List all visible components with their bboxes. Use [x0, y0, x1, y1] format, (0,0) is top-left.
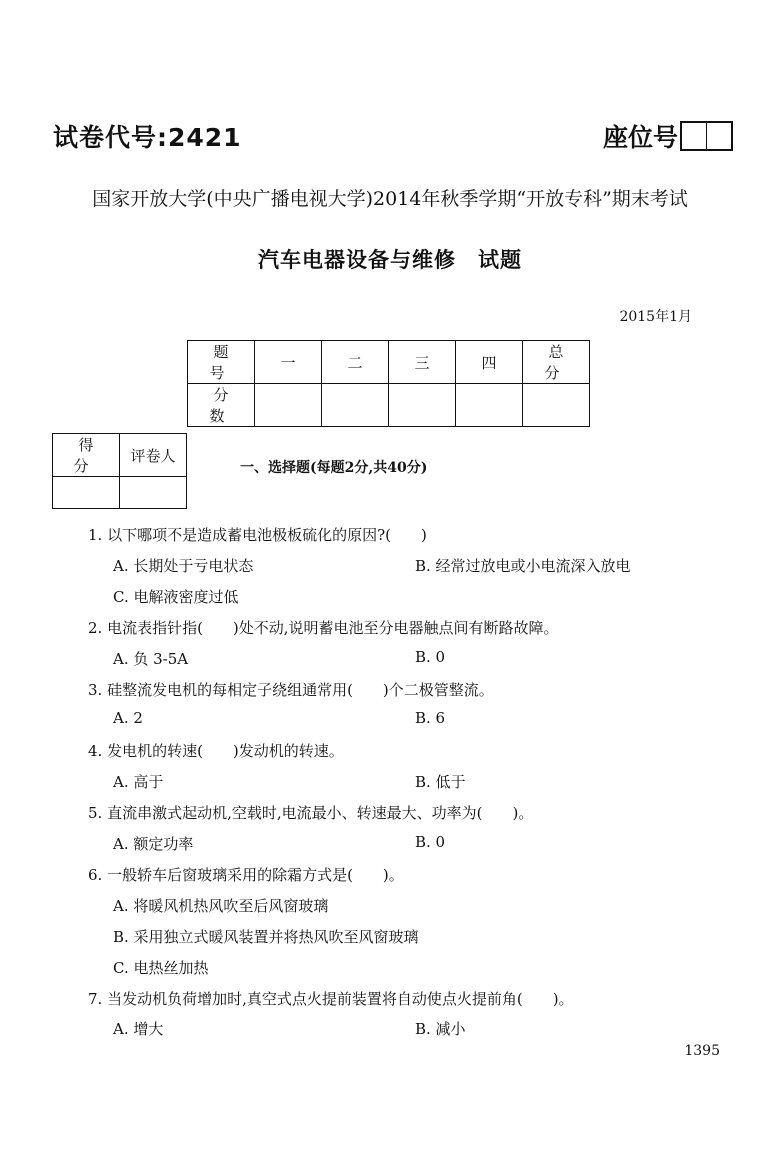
question-text: 2. 电流表指针指( )处不动,说明蓄电池至分电器触点间有断路故障。	[88, 619, 559, 637]
exam-title: 国家开放大学(中央广播电视大学)2014年秋季学期“开放专科”期末考试	[92, 188, 688, 210]
option-c: C. 电解液密度过低	[113, 588, 239, 606]
score-cell[interactable]	[389, 384, 456, 427]
option-b: B. 采用独立式暖风装置并将热风吹至风窗玻璃	[113, 928, 419, 946]
option-b: B. 6	[415, 709, 446, 727]
score-table-header: 总 分	[523, 341, 590, 384]
seat-number-label: 座位号	[603, 123, 679, 152]
grader-table	[52, 433, 187, 509]
option-a: A. 额定功率	[113, 835, 194, 853]
score-table-header: 三	[389, 341, 456, 384]
subject-title: 汽车电器设备与维修 试题	[258, 248, 522, 272]
question-text: 1. 以下哪项不是造成蓄电池极板硫化的原因?( )	[88, 526, 427, 544]
grader-name-cell[interactable]	[120, 477, 187, 509]
option-b: B. 低于	[415, 773, 466, 791]
section-title: 一、选择题(每题2分,共40分)	[240, 460, 428, 476]
option-a: A. 负 3-5A	[113, 650, 189, 668]
option-a: A. 将暖风机热风吹至后风窗玻璃	[113, 897, 329, 915]
score-table-header: 题 号	[188, 341, 255, 384]
seat-number-boxes[interactable]	[680, 121, 733, 151]
option-a: A. 长期处于亏电状态	[113, 557, 254, 575]
score-cell[interactable]	[523, 384, 590, 427]
exam-code-label: 试卷代号:2421	[53, 123, 242, 152]
seat-number	[603, 118, 733, 154]
option-b: B. 减小	[415, 1020, 466, 1038]
score-table	[187, 340, 595, 427]
grader-score-cell[interactable]	[53, 477, 120, 509]
question-text: 7. 当发动机负荷增加时,真空式点火提前装置将自动使点火提前角( )。	[88, 990, 574, 1008]
score-table-header: 四	[456, 341, 523, 384]
option-c: C. 电热丝加热	[113, 959, 209, 977]
question-text: 4. 发电机的转速( )发动机的转速。	[88, 742, 344, 760]
score-cell[interactable]	[456, 384, 523, 427]
option-b: B. 0	[415, 833, 446, 851]
option-a: A. 高于	[113, 773, 164, 791]
score-cell[interactable]	[322, 384, 389, 427]
grader-score-label: 得 分	[53, 434, 120, 477]
score-table-header: 一	[255, 341, 322, 384]
score-cell[interactable]	[255, 384, 322, 427]
option-b: B. 经常过放电或小电流深入放电	[415, 557, 631, 575]
score-table-header: 二	[322, 341, 389, 384]
question-text: 6. 一般轿车后窗玻璃采用的除霜方式是( )。	[88, 866, 404, 884]
grader-name-label: 评卷人	[120, 434, 187, 477]
option-a: A. 增大	[113, 1020, 164, 1038]
question-text: 5. 直流串激式起动机,空载时,电流最小、转速最大、功率为( )。	[88, 804, 534, 822]
score-table-row-label: 分 数	[188, 384, 255, 427]
exam-date: 2015年1月	[619, 309, 692, 325]
option-a: A. 2	[113, 709, 143, 727]
question-text: 3. 硅整流发电机的每相定子绕组通常用( )个二极管整流。	[88, 681, 494, 699]
page-number: 1395	[684, 1043, 720, 1059]
option-b: B. 0	[415, 648, 446, 666]
